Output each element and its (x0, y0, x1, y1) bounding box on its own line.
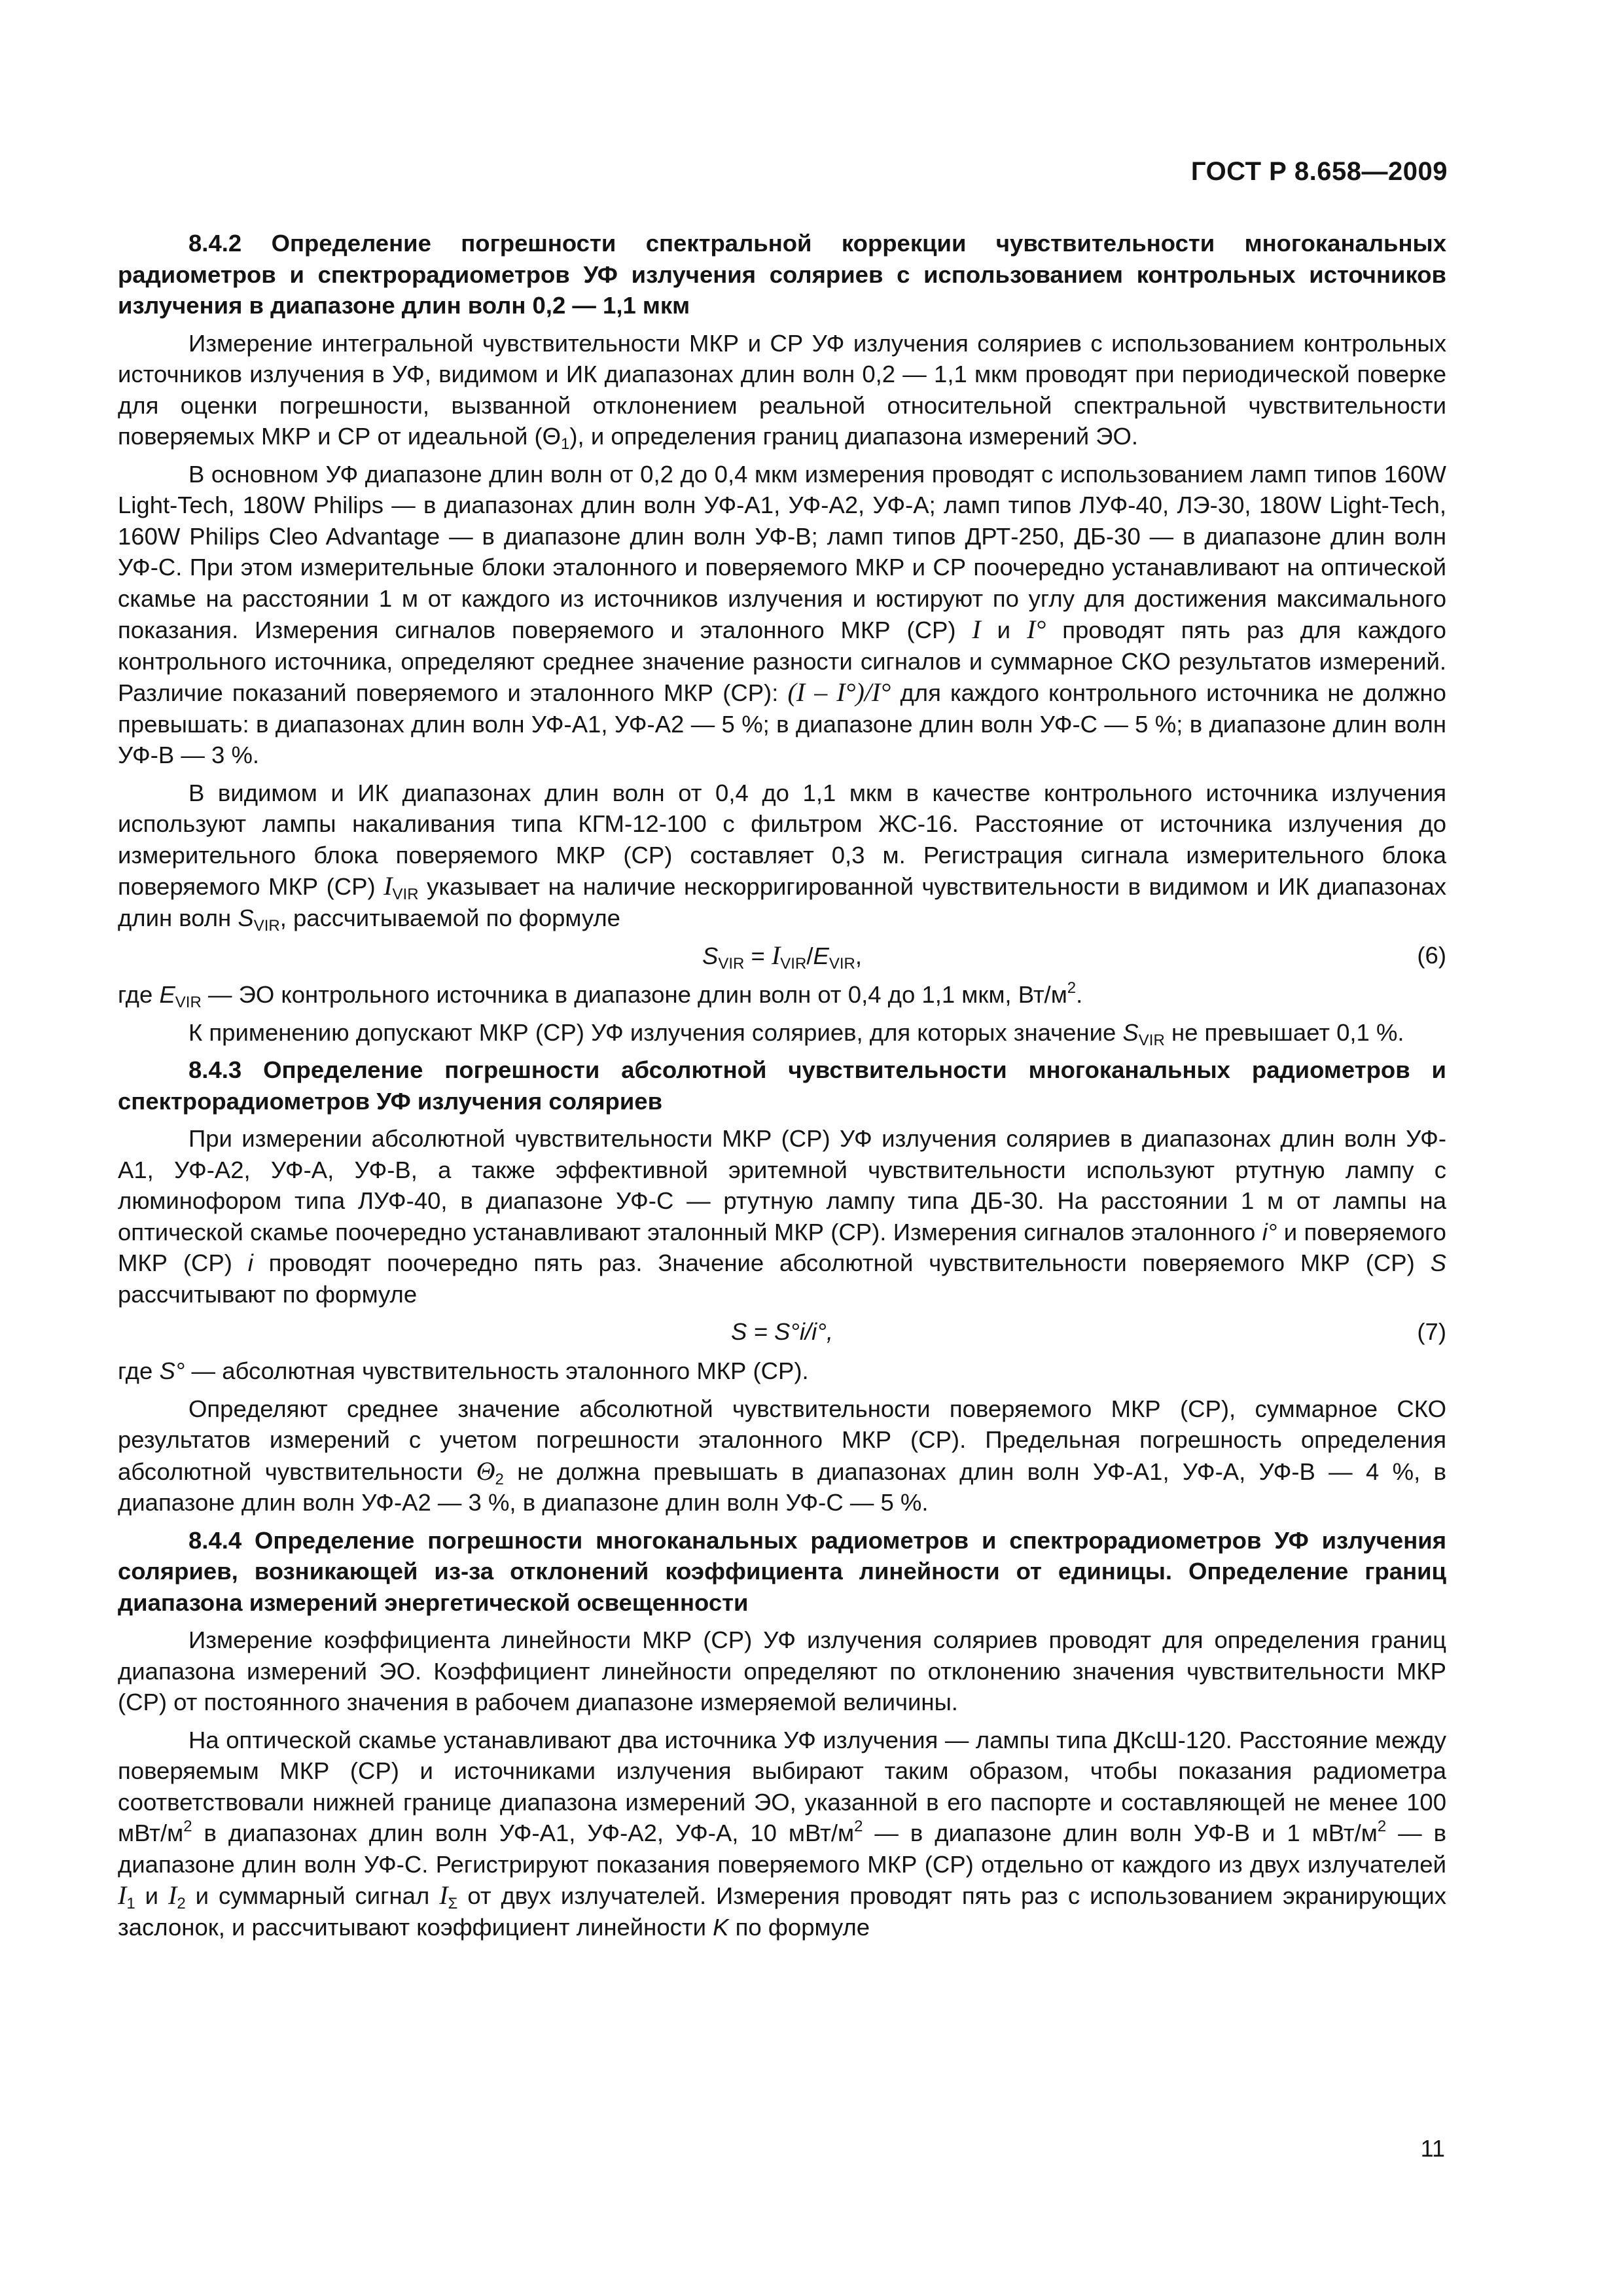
formula-explanation: где $E_{VIR}$ — ЭО контрольного источника в диапазоне длин волн от 0,4 до 1,1 мкм, $Вт/м^2$. (118, 979, 1083, 1011)
formula-expression: $S_{VIR} = I_{VIR}/E_{VIR}$, (702, 941, 862, 973)
paragraph: В основном УФ диапазоне длин волн от 0,2 до 0,4 мкм измерения проводят с использованием ламп типов 160W Light-Tech, 180W Philips — в диапазонах длин волн УФ-А1, УФ-А2, УФ-А; ламп типов ЛУФ-40, ЛЭ-30, 180W Light-Tech, 160W Philips Cleo Advantage — в диапазоне длин волн УФ-В; ламп типов ДРТ-250, ДБ-30 — в диапазоне длин волн УФ-С. При этом измерительные блоки эталонного и поверяемого МКР и СР поочередно устанавливают на оптической скамье на расстоянии 1 м от каждого из источников излучения и юстируют по углу для достижения максимального показания. Измерения сигналов поверяемого и эталонного МКР (СР) I и I° проводят пять раз для каждого контрольного источника, определяют среднее значение разности сигналов и суммарное СКО результатов измерений. Различие показаний поверяемого и эталонного МКР (СР): (I – I°)/I° для каждого контрольного источника не должно превышать: в диапазонах длин волн УФ-А1, УФ-А2 — 5 %; в диапазоне длин волн УФ-С — 5 %; в диапазоне длин волн УФ-В — 3 %. (118, 460, 1446, 768)
paragraph: Измерение коэффициента линейности МКР (СР) УФ излучения соляриев проводят для определения границ диапазона измерений ЭО. Коэффициент линейности определяют по отклонению значения чувствительности МКР (СР) от постоянного значения в рабочем диапазоне измеряемой величины. (118, 1626, 1446, 1715)
formula-7 (118, 1316, 1446, 1350)
paragraph: В видимом и ИК диапазонах длин волн от 0,4 до 1,1 мкм в качестве контрольного источника излучения используют лампы накаливания типа КГМ-12-100 с фильтром ЖС-16. Расстояние от источника излучения до измерительного блока поверяемого МКР (СР) составляет 0,3 м. Регистрация сигнала измерительного блока поверяемого МКР (СР) $I_{VIR}$ указывает на наличие нескорригированной чувствительности в видимом и ИК диапазонах длин волн $S_{VIR}$, рассчитываемой по формуле (118, 779, 1446, 935)
paragraph: Определяют среднее значение абсолютной чувствительности поверяемого МКР (СР), суммарное СКО результатов измерений с учетом погрешности эталонного МКР (СР). Предельная погрешность определения абсолютной чувствительности $\Theta_2$ не должна превышать в диапазонах длин волн УФ-А1, УФ-А, УФ-В — 4 %, в диапазоне длин волн УФ-А2 — 3 %, в диапазоне длин волн УФ-С — 5 %. (118, 1395, 1446, 1516)
section-heading-8-4-2: 8.4.2 Определение погрешности спектральной коррекции чувствительности многоканальных радиометров и спектрорадиометров УФ излучения соляриев с использованием контрольных источников излучения в диапазоне длин волн 0,2 — 1,1 мкм (118, 230, 1446, 319)
document-body (118, 228, 1446, 1949)
formula-number: (6) (1417, 942, 1446, 969)
paragraph: К применению допускают МКР (СР) УФ излучения соляриев, для которых значение $S_{VIR}$ не превышает 0,1 %. (188, 1018, 1404, 1049)
document-code-header: ГОСТ Р 8.658—2009 (1190, 157, 1448, 186)
paragraph: При измерении абсолютной чувствительности МКР (СР) УФ излучения соляриев в диапазонах длин волн УФ-А1, УФ-А2, УФ-А, УФ-В, а также эффективной эритемной чувствительности используют ртутную лампу с люминофором типа ЛУФ-40, в диапазоне УФ-С — ртутную лампу типа ДБ-30. На расстоянии 1 м от лампы на оптической скамье поочередно устанавливают эталонный МКР (СР). Измерения сигналов эталонного i° и поверяемого МКР (СР) i проводят поочередно пять раз. Значение абсолютной чувствительности поверяемого МКР (СР) S рассчитывают по формуле (118, 1125, 1446, 1308)
section-heading-8-4-3: 8.4.3 Определение погрешности абсолютной чувствительности многоканальных радиометров и спектрорадиометров УФ излучения соляриев (118, 1056, 1446, 1115)
paragraph: Измерение интегральной чувствительности МКР и СР УФ излучения соляриев с использованием контрольных источников излучения в УФ, видимом и ИК диапазонах длин волн 0,2 — 1,1 мкм проводят при периодической поверке для оценки погрешности, вызванной отклонением реальной относительной спектральной чувствительности поверяемых МКР и СР от идеальной $(\Theta_1)$, и определения границ диапазона измерений ЭО. (118, 329, 1446, 453)
section-heading-8-4-4: 8.4.4 Определение погрешности многоканальных радиометров и спектрорадиометров УФ излучения соляриев, возникающей из-за отклонений коэффициента линейности от единицы. Определение границ диапазона измерений энергетической освещенности (118, 1526, 1446, 1616)
formula-number: (7) (1417, 1318, 1446, 1345)
page-number: 11 (1420, 2135, 1445, 2162)
formula-expression: S = S°i/i°, (731, 1318, 833, 1345)
paragraph: На оптической скамье устанавливают два источника УФ излучения — лампы типа ДКсШ-120. Расстояние между поверяемым МКР (СР) и источниками излучения выбирают таким образом, чтобы показания радиометра соответствовали нижней границе диапазона измерений ЭО, указанной в его паспорте и составляющей не менее 100 мВт/$м^2$ в диапазонах длин волн УФ-А1, УФ-А2, УФ-А, 10 мВт/$м^2$ — в диапазоне длин волн УФ-В и 1 мВт/$м^2$ — в диапазоне длин волн УФ-С. Регистрируют показания поверяемого МКР (СР) отдельно от каждого из двух излучателей $I_1$ и $I_2$ и суммарный сигнал $I_\Sigma$ от двух излучателей. Измерения проводят пять раз с использованием экранирующих заслонок, и рассчитывают коэффициент линейности K по формуле (118, 1726, 1446, 1941)
formula-explanation: где S° — абсолютная чувствительность эталонного МКР (СР). (118, 1357, 809, 1384)
formula-6 (118, 940, 1446, 974)
